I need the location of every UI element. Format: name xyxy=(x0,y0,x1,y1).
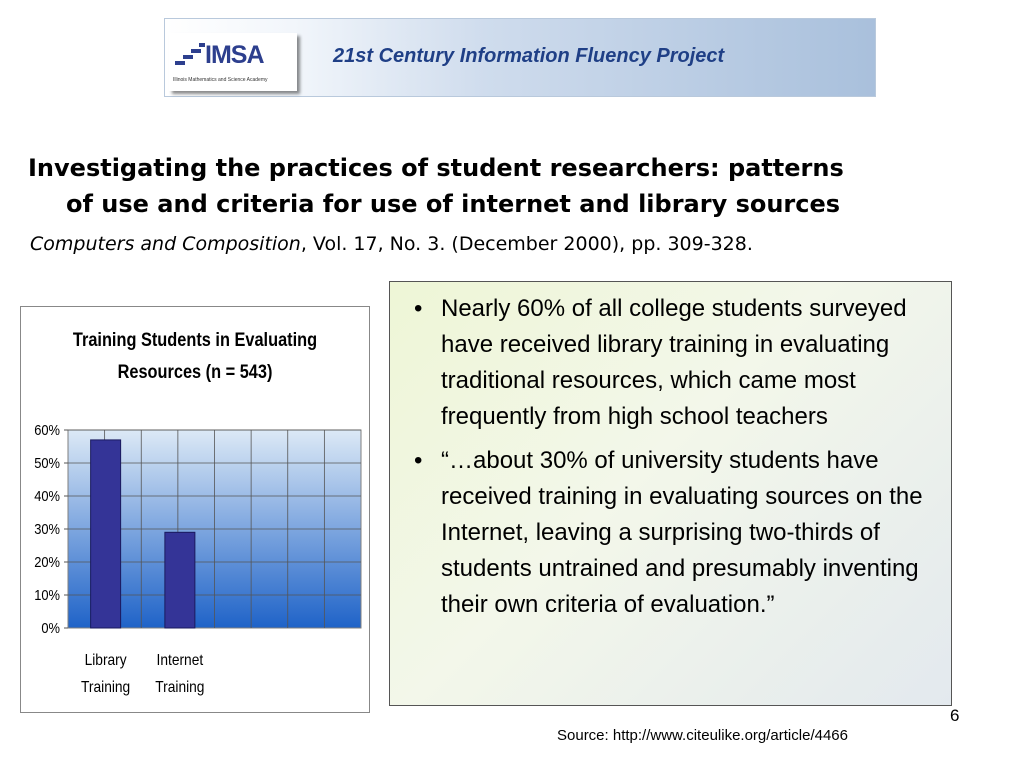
bullet-item xyxy=(404,443,934,623)
citation-details: , Vol. 17, No. 3. (December 2000), pp. 309-328. xyxy=(300,233,753,255)
y-tick-label: 50% xyxy=(34,454,60,472)
y-tick-label: 10% xyxy=(34,586,60,604)
bullet-list xyxy=(404,291,934,631)
logo-subtitle: Illinois Mathematics and Science Academy xyxy=(173,77,268,83)
x-tick-label: Library xyxy=(84,651,127,670)
slide-title xyxy=(28,150,988,222)
citation xyxy=(30,233,753,255)
x-tick-label: Training xyxy=(81,678,131,697)
bar xyxy=(165,532,195,628)
banner-title: 21st Century Information Fluency Project xyxy=(333,45,725,67)
bullet-panel xyxy=(389,281,952,706)
y-tick-label: 60% xyxy=(34,421,60,439)
bar-chart xyxy=(21,307,369,712)
header-banner xyxy=(164,18,876,97)
chart-title-line-1: Training Students in Evaluating xyxy=(72,330,318,351)
x-tick-label: Training xyxy=(155,678,205,697)
stairs-icon xyxy=(175,41,205,69)
y-tick-label: 20% xyxy=(34,553,60,571)
chart-container xyxy=(20,306,370,713)
bullet-text: “…about 30% of university students have received training in evaluating sources on the Internet, leaving a surprising two-thirds of students untrained and presumably inventing their own criteria of evaluation.” xyxy=(441,447,923,618)
y-tick-label: 40% xyxy=(34,487,60,505)
source-note: Source: http://www.citeulike.org/article/4466 xyxy=(557,727,848,744)
bullet-text: Nearly 60% of all college students surveyed have received library training in evaluating traditional resources, which came most frequently from high school teachers xyxy=(441,295,907,430)
imsa-logo xyxy=(169,33,297,91)
page-number: 6 xyxy=(950,706,960,725)
chart-title-line-2: Resources (n = 543) xyxy=(117,362,273,383)
title-line-2: of use and criteria for use of internet and library sources xyxy=(66,190,841,218)
bullet-item xyxy=(404,291,934,435)
y-tick-label: 0% xyxy=(41,619,60,637)
citation-journal: Computers and Composition xyxy=(30,233,301,255)
bar xyxy=(91,440,121,628)
bullet-symbol: • xyxy=(414,295,423,322)
y-tick-label: 30% xyxy=(34,520,60,538)
title-line-1: Investigating the practices of student researchers: patterns xyxy=(28,154,844,182)
x-tick-label: Internet xyxy=(156,651,204,670)
bullet-symbol: • xyxy=(414,447,423,474)
logo-text: IMSA xyxy=(205,41,264,69)
